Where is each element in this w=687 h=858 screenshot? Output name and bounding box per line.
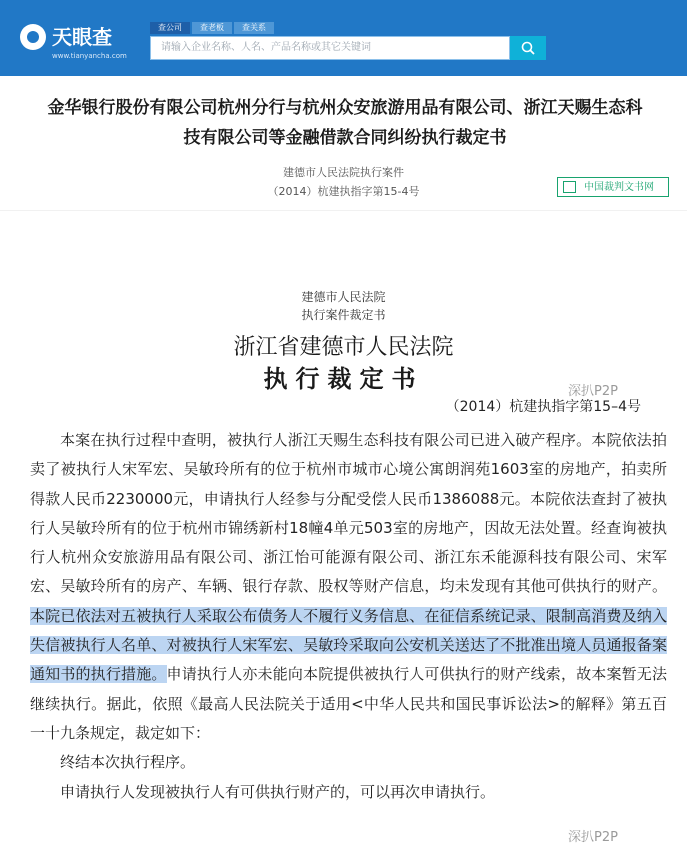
ruling-body <box>30 426 667 807</box>
divider <box>0 210 687 211</box>
document-number: （2014）杭建执指字第15–4号 <box>445 399 641 415</box>
logo-url: www.tianyancha.com <box>52 52 127 60</box>
paragraph-findings <box>30 426 667 748</box>
search-icon <box>521 41 535 55</box>
search-input[interactable]: 请输入企业名称、人名、产品名称或其它关键词 <box>150 36 510 60</box>
document-title: 金华银行股份有限公司杭州分行与杭州众安旅游用品有限公司、浙江天赐生态科技有限公司等金融借款合同纠纷执行裁定书 <box>47 98 643 148</box>
tab-company[interactable]: 查公司 <box>150 22 190 34</box>
search-tabs <box>150 22 276 34</box>
case-number: （2014）杭建执指字第15-4号 <box>267 185 420 198</box>
court-name-small: 建德市人民法院 <box>301 290 386 304</box>
findings-text: 本案在执行过程中查明，被执行人浙江天赐生态科技有限公司已进入破产程序。本院依法拍卖了被执行人宋军宏、吴敏玲所有的位于杭州市城市心境公寓朗润苑1603室的房地产，拍卖所得款人民币2230000元，申请执行人经参与分配受偿人民币1386088元。本院依法查封了被执行人吴敏玲所有的位于杭州市锦绣新村18幢4单元503室的房地产，因故无法处置。经查询被执行人杭州众安旅游用品有限公司、浙江怡可能源有限公司、浙江东禾能源科技有限公司、宋军宏、吴敏玲所有的房产、车辆、银行存款、股权等财产信息，均未发现有其他可供执行的财产。 <box>30 431 667 596</box>
eye-icon <box>20 24 46 50</box>
logo-text: 天眼查 <box>52 25 112 49</box>
case-source: 建德市人民法院执行案件 <box>283 166 404 179</box>
watermark: 深扒P2P <box>568 384 618 399</box>
document-type-heading: 执行裁定书 <box>263 365 424 393</box>
tab-relation[interactable]: 查关系 <box>234 22 274 34</box>
paragraph-ruling: 终结本次执行程序。 <box>60 753 196 772</box>
highlighted-text: 本院已依法对五被执行人采取公布债务人不履行义务信息、在征信系统记录、限制高消费及纳入失信被执行人名单、对被执行人宋军宏、吴敏玲采取向公安机关送达了不批准出境人员通报备案通知书的执行措施。 <box>30 606 667 684</box>
site-header <box>0 0 687 76</box>
paragraph-notice: 申请执行人发现被执行人有可供执行财产的，可以再次申请执行。 <box>60 782 496 801</box>
court-name-heading: 浙江省建德市人民法院 <box>233 335 454 360</box>
document-icon <box>563 181 576 193</box>
case-type-small: 执行案件裁定书 <box>301 308 386 322</box>
tab-boss[interactable]: 查老板 <box>192 22 232 34</box>
findings-conclusion: 申请执行人亦未能向本院提供被执行人可供执行的财产线索，故本案暂无法继续执行。据此，依照《最高人民法院关于适用<中华人民共和国民事诉讼法>的解释》第五百一十九条规定，裁定如下： <box>30 665 667 742</box>
search-button[interactable] <box>510 36 546 60</box>
wenshu-link[interactable] <box>557 177 669 197</box>
watermark: 深扒P2P <box>568 830 618 845</box>
site-logo[interactable] <box>20 24 112 50</box>
wenshu-label: 中国裁判文书网 <box>584 182 654 193</box>
